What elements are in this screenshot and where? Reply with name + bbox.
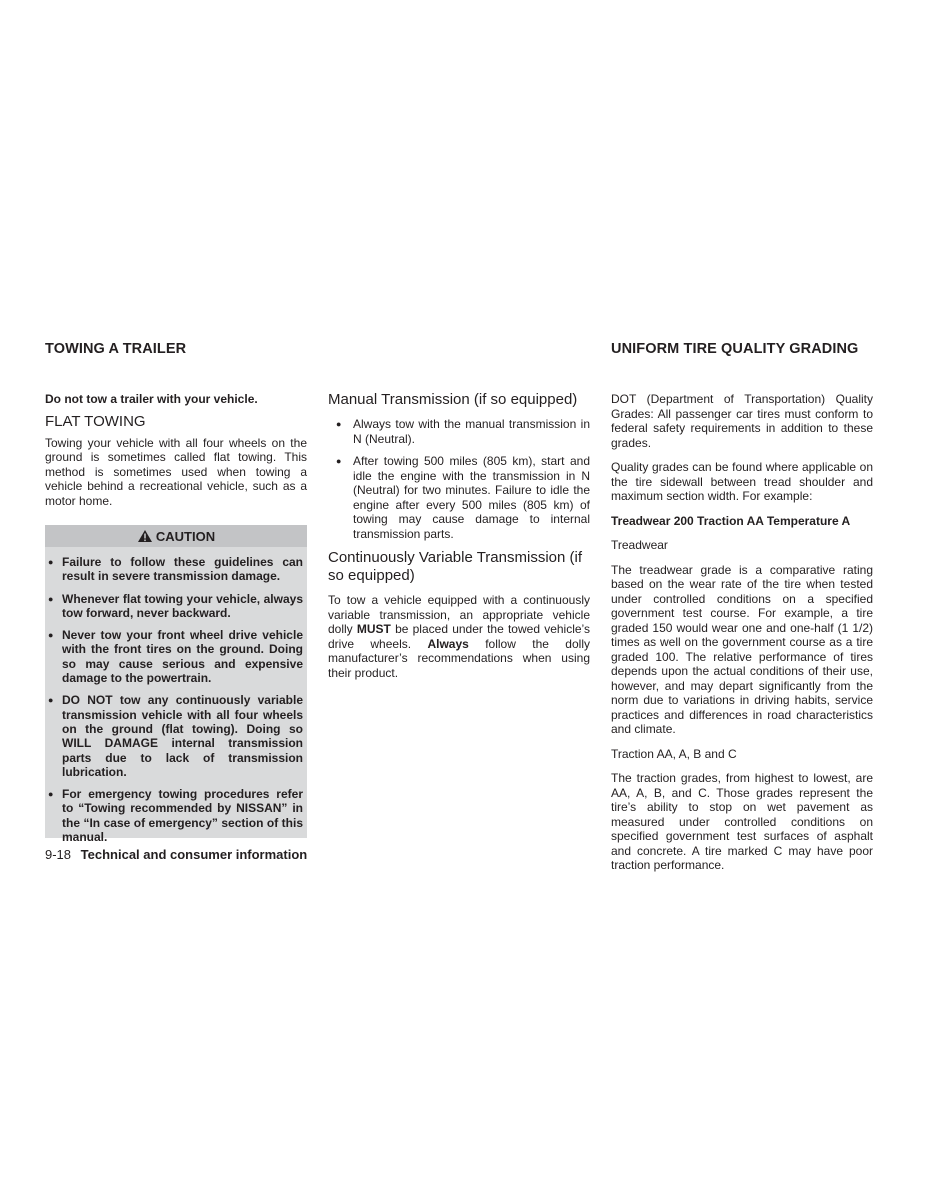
cvt-text: To tow a vehicle equipped with a continuously variable transmission, an appropriate vehicle dolly MUST be placed under the towed vehicle’s drive wheels. Always follow the dolly manufacturer’s recommendations when using their product. bbox=[328, 593, 590, 680]
section-title-towing: TOWING A TRAILER bbox=[45, 341, 187, 357]
middle-column bbox=[328, 391, 590, 690]
treadwear-text: The treadwear grade is a comparative rating based on the wear rate of the tire when tested under controlled conditions on a specified government test course. For example, a tire graded 150 would wear one and one-half (1 1/2) times as well on the government course as a tire graded 100. The relative performance of tires depends upon the actual conditions of their use, however, and may depart significantly from the norm due to variations in driving habits, service practices and differences in road characteristics and climate. bbox=[611, 562, 873, 736]
manual-transmission-heading: Manual Transmission (if so equipped) bbox=[328, 391, 578, 408]
section-title-tire-grading: UNIFORM TIRE QUALITY GRADING bbox=[611, 341, 859, 357]
page-number: 9-18 bbox=[45, 847, 72, 862]
caution-item: ● Failure to follow these guidelines can result in severe transmission damage. bbox=[45, 555, 303, 584]
caution-item: ● For emergency towing procedures refer to “Towing recommended by NISSAN” in the “In case of emergency” section of this manual. bbox=[45, 787, 303, 844]
cvt-heading: Continuously Variable Transmission (if so equipped) bbox=[328, 549, 582, 584]
warning-triangle-icon bbox=[137, 529, 153, 543]
caution-item: ● DO NOT tow any continuously variable transmission vehicle with all four wheels on the ground (flat towing). Doing so WILL DAMAGE internal transmission parts due to lack of transmission lubrication. bbox=[45, 693, 303, 779]
manual-transmission-list bbox=[328, 417, 590, 541]
list-item: ● After towing 500 miles (805 km), start and idle the engine with the transmission in N (Neutral) for two minutes. Failure to idle the engine after every 500 miles (805 km) of towing may cause damage to internal transmission parts. bbox=[328, 454, 590, 541]
right-column bbox=[611, 392, 873, 883]
traction-text: The traction grades, from highest to lowest, are AA, A, B, and C. Those grades represent the tire’s ability to stop on wet pavement as measured under controlled conditions on specified government test surfaces of asphalt and concrete. A tire marked C may have poor traction performance. bbox=[611, 771, 873, 872]
caution-item: ● Never tow your front wheel drive vehicle with the front tires on the ground. Doing so may cause serious and expensive damage to the powertrain. bbox=[45, 628, 303, 685]
example-grade: Treadwear 200 Traction AA Temperature A bbox=[611, 513, 851, 528]
flat-towing-text: Towing your vehicle with all four wheels on the ground is sometimes called flat towing. This method is sometimes used when towing a vehicle behind a recreational vehicle, such as a motor home. bbox=[45, 435, 307, 508]
caution-box bbox=[45, 525, 307, 845]
flat-towing-heading: FLAT TOWING bbox=[45, 412, 146, 430]
traction-heading: Traction AA, A, B and C bbox=[611, 746, 737, 761]
caution-header bbox=[45, 525, 307, 547]
page-footer bbox=[45, 847, 307, 862]
quality-grades-paragraph: Quality grades can be found where applicable on the tire sidewall between tread shoulder and maximum section width. For example: bbox=[611, 460, 873, 503]
caution-item: ● Whenever flat towing your vehicle, always tow forward, never backward. bbox=[45, 592, 303, 621]
trailer-warning: Do not tow a trailer with your vehicle. bbox=[45, 392, 258, 406]
left-column bbox=[45, 392, 307, 518]
treadwear-heading: Treadwear bbox=[611, 538, 668, 552]
caution-list bbox=[45, 547, 307, 844]
chapter-title: Technical and consumer information bbox=[80, 847, 308, 862]
dot-paragraph: DOT (Department of Transportation) Quality Grades: All passenger car tires must conform to federal safety requirements in addition to these grades. bbox=[611, 392, 873, 450]
caution-title: CAUTION bbox=[155, 528, 216, 544]
list-item: ● Always tow with the manual transmission in N (Neutral). bbox=[328, 417, 590, 446]
